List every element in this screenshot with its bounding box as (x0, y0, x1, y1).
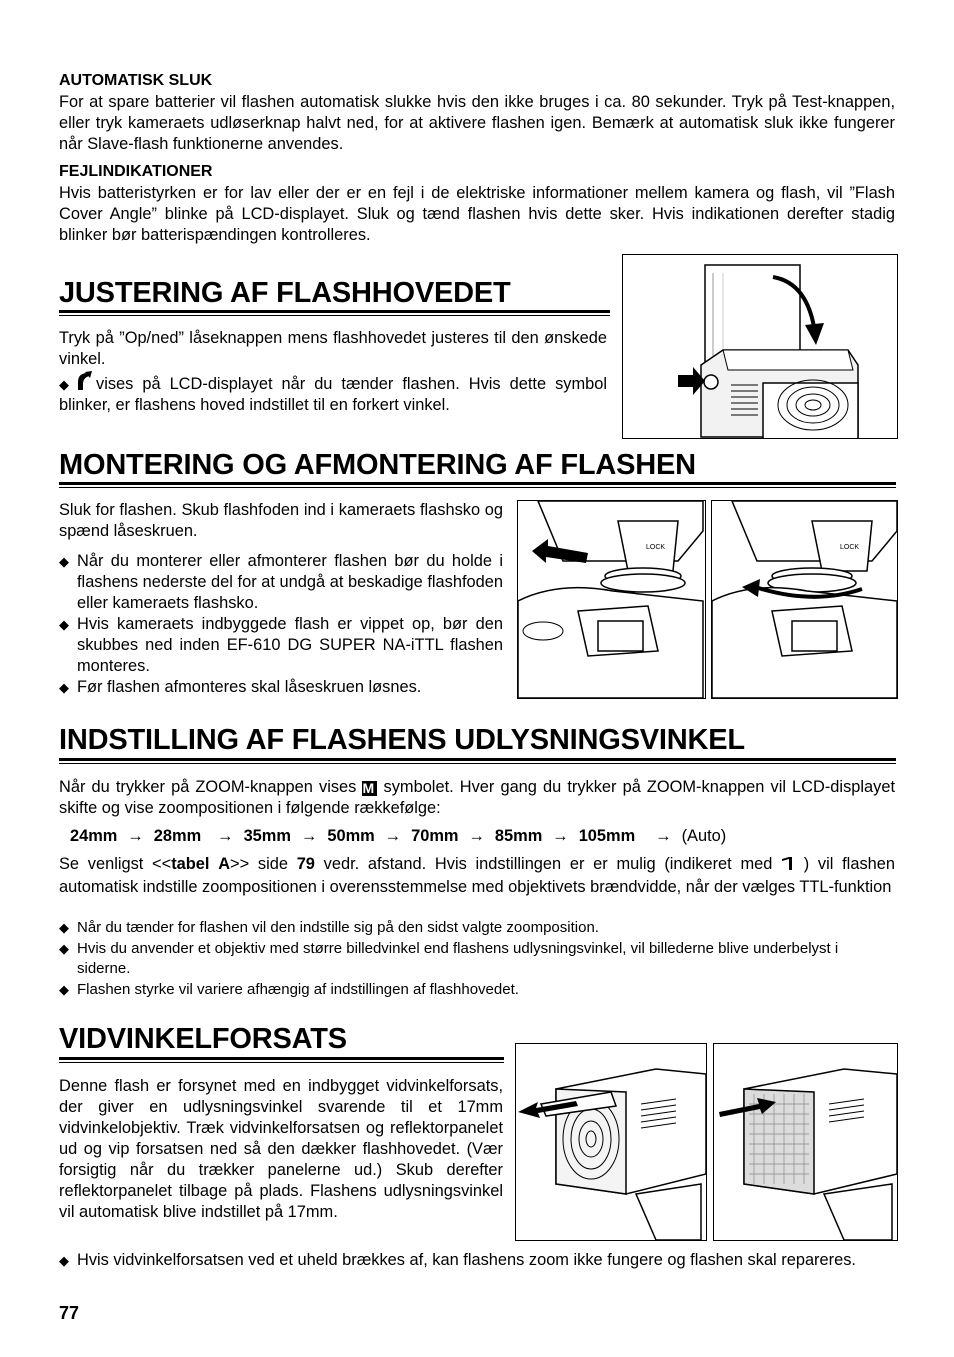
zoom-step: 28mm (153, 827, 202, 845)
flashhead-text: Tryk på ”Op/ned” låseknappen mens flashhovedet justeres til den ønskede vinkel. (59, 329, 607, 368)
zoom-step: 105mm (578, 827, 636, 845)
ref-text-c: vedr. afstand. Hvis indstillingen er er mulig (indikeret med (323, 855, 773, 873)
arrow-right-icon: → (468, 827, 485, 845)
heading-rule (59, 758, 896, 761)
mounting-text: Sluk for flashen. Skub flashfoden ind i kameraets flashsko og spænd låseskruen. (59, 501, 503, 540)
lock-label: LOCK (840, 544, 860, 551)
arrow-right-icon: → (300, 827, 318, 845)
zoom-step: 35mm (243, 827, 291, 845)
heading-rule (59, 482, 896, 485)
ref-text-a: Se venligst << (59, 855, 172, 873)
list-item: ◆ Hvis vidvinkelforsatsen ved et uheld brækkes af, kan flashens zoom ikke fungere og flashen skal repareres. (59, 1250, 895, 1271)
zoom-step: 70mm (411, 827, 459, 845)
lock-screw-illustration (711, 500, 898, 699)
section-heading-wide-panel: VIDVINKELFORSATS (59, 1023, 347, 1055)
list-item: ◆ Hvis du anvender et objektiv med større billedvinkel end flashens udlysningsvinkel, vil billederne blive underbelyst i siderne. (59, 939, 895, 980)
zoom-step: 50mm (327, 827, 375, 845)
arrow-right-icon: → (217, 827, 234, 845)
wide-panel-push-illustration (713, 1043, 898, 1241)
zoom-step: 85mm (494, 827, 543, 845)
list-item: ◆ Hvis kameraets indbyggede flash er vippet op, bør den skubbes ned inden EF-610 DG SUPER NA-iTTL flashen monteres. (59, 614, 503, 677)
auto-zoom-indicator-icon (781, 856, 795, 877)
mount-flash-illustration (517, 500, 706, 699)
zoom-intro-b: symbolet. Hver gang du trykker på ZOOM-knappen vil LCD-displayet skifte og vise zoompositionen i følgende rækkefølge: (59, 778, 896, 817)
zoom-intro-a: Når du trykker på ZOOM-knappen vises (59, 778, 357, 796)
list-item: ◆ Når du tænder for flashen vil den indstille sig på den sidst valgte zoomposition. (59, 918, 895, 939)
section-heading-mounting: MONTERING OG AFMONTERING AF FLASHEN (59, 449, 696, 481)
list-item: ◆ Flashen styrke vil variere afhængig af indstillingen af flashhovedet. (59, 980, 895, 1001)
section-heading-flashhead: JUSTERING AF FLASHHOVEDET (59, 277, 511, 309)
arrow-right-icon: → (552, 827, 569, 845)
list-item: ◆ Når du monterer eller afmonterer flashen bør du holde i flashens nederste del for at undgå at beskadige flashfoden eller kameraets flashsko. (59, 551, 503, 614)
auto-off-text: For at spare batterier vil flashen automatisk slukke hvis den ikke bruges i ca. 80 sekunder. Tryk på Test-knappen, eller tryk kameraets udløserknap halvt ned, for at aktivere flashen igen. Bemærk at automatisk sluk ikke fungerer når Slave-flash funktionerne anvendes. (59, 93, 895, 153)
m-symbol-icon: M (362, 781, 377, 796)
zoom-intro (59, 777, 895, 819)
ref-letter: A (218, 855, 231, 873)
zoom-sequence (70, 826, 726, 847)
arrow-right-icon: → (384, 827, 402, 845)
list-item: ◆ Før flashen afmonteres skal låseskruen løsnes. (59, 677, 503, 698)
section-heading-zoom: INDSTILLING AF FLASHENS UDLYSNINGSVINKEL (59, 724, 745, 756)
arrow-right-icon: → (127, 827, 144, 845)
errors-title: FEJLINDIKATIONER (59, 163, 213, 180)
zoom-bullets (59, 918, 895, 1000)
arrow-right-icon: → (655, 827, 672, 845)
zoom-step: 24mm (70, 827, 118, 845)
flash-head-adjust-illustration (622, 254, 898, 439)
zoom-reference-text (59, 854, 895, 898)
page-number: 77 (59, 1303, 80, 1323)
wide-panel-pull-illustration (515, 1043, 707, 1241)
ref-table: tabel (171, 855, 210, 873)
errors-text: Hvis batteristyrken er for lav eller der er en fejl i de elektriske informationer mellem kamera og flash, vil ”Flash Cover Angle” blinke på LCD-displayet. Sluk og tænd flashen hvis dette sker. Hvis indikationen derefter stadig blinker bør batterispændingen kontrolleres. (59, 184, 895, 244)
ref-text-b: >> side (230, 855, 288, 873)
wide-panel-text: Denne flash er forsynet med en indbygget vidvinkelforsats, der giver en udlysningsvinkel svarende til et 17mm vidvinkelobjektiv. Træk vidvinkelforsatsen og reflektorpanelet ud og vip forsatsen ned så den dækker flashhovedet. (Vær forsigtig når du trækker panelerne ud.) Skub derefter reflektorpanelet tilbage på plads. Flashens udlysningsvinkel vil automatisk blive indstillet på 17mm. (59, 1077, 503, 1221)
bullet-diamond-icon: ◆ (59, 377, 69, 392)
flashhead-bullet (59, 374, 607, 416)
ref-page: 79 (296, 855, 315, 873)
auto-off-title: AUTOMATISK SLUK (59, 72, 213, 89)
ref-text-d: ) vil flashen automatisk indstille zoompositionen i overensstemmelse med objektivets brændvidde, når der vælges TTL-funktion (59, 855, 895, 896)
flash-angle-symbol-icon (74, 370, 94, 398)
heading-rule (59, 1057, 504, 1060)
flashhead-bullet-text: vises på LCD-displayet når du tænder flashen. Hvis dette symbol blinker, er flashens hoved indstillet til en forkert vinkel. (59, 375, 607, 414)
zoom-auto: (Auto) (681, 827, 727, 845)
heading-rule (59, 310, 610, 313)
mounting-bullets (59, 551, 503, 698)
lock-label: LOCK (646, 544, 666, 551)
wide-panel-bullet (59, 1250, 895, 1271)
